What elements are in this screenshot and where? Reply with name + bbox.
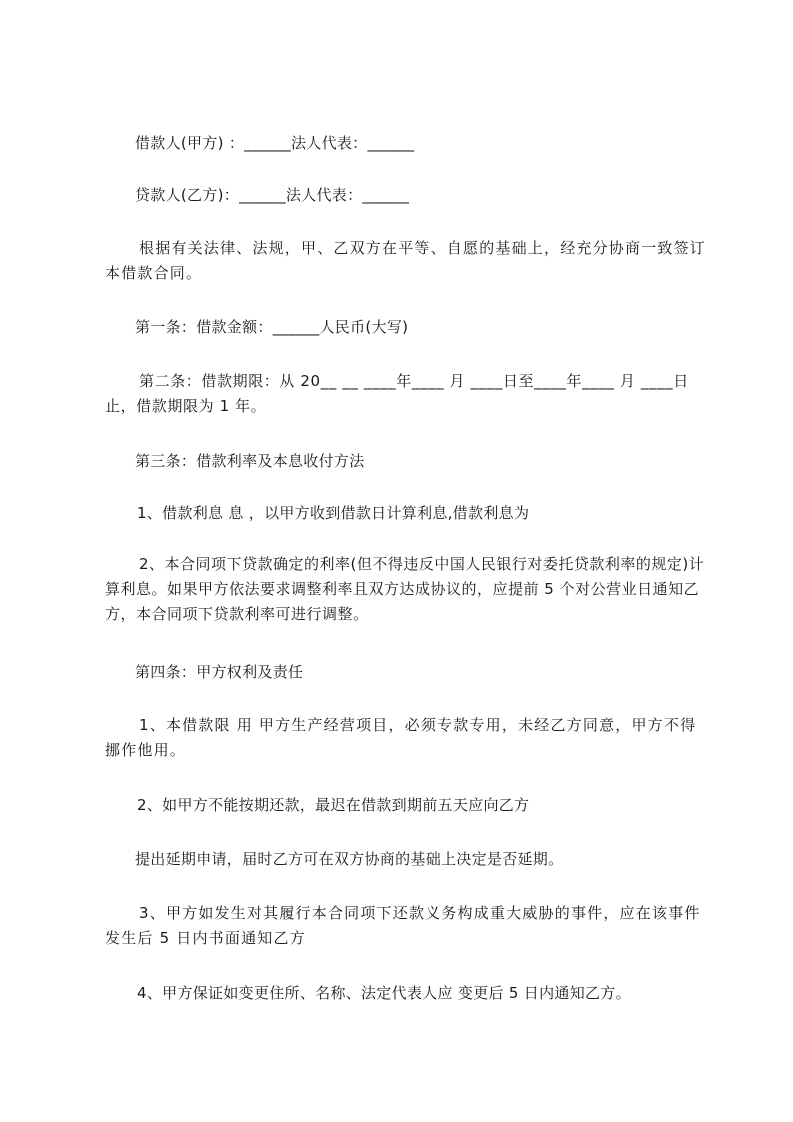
article-4-title: 第四条：甲方权利及责任 — [135, 663, 304, 681]
borrower-line: 借款人(甲方) ：______法人代表：______ — [135, 134, 415, 152]
article-4-item-4: 4、甲方保证如变更住所、名称、法定代表人应 变更后 5 日内通知乙方。 — [137, 984, 631, 1002]
article-4-item-3: 3、甲方如发生对其履行本合同项下还款义务构成重大威胁的事件，应在该事件发生后 5 日内书面通知乙方 — [105, 904, 701, 947]
lender-line: 贷款人(乙方)：______法人代表：______ — [135, 186, 410, 204]
article-4-item-1: 1、本借款限 用 甲方生产经营项目，必须专款专用，未经乙方同意，甲方不得挪作他用。 — [105, 716, 697, 759]
preamble-paragraph: 根据有关法律、法规，甲、乙双方在平等、自愿的基础上，经充分协商一致签订本借款合同。 — [105, 239, 707, 282]
article-2: 第二条：借款期限：从 20__ __ ____年____ 月 ____日至____年____ 月 ____日止，借款期限为 1 年。 — [105, 372, 689, 415]
article-1: 第一条：借款金额：______人民币(大写) — [135, 318, 409, 336]
article-3-item-2: 2、本合同项下贷款确定的利率(但不得违反中国人民银行对委托贷款利率的规定)计算利息。如果甲方依法要求调整利率且双方达成协议的，应提前 5 个对公营业日通知乙方，本合同项下贷款利率可进行调整。 — [105, 555, 705, 623]
article-3-item-1: 1、借款利息 息 ，以甲方收到借款日计算利息,借款利息为 — [137, 504, 530, 522]
article-4-item-2: 2、如甲方不能按期还款，最迟在借款到期前五天应向乙方 — [137, 796, 530, 814]
article-4-item-2-continued: 提出延期申请，届时乙方可在双方协商的基础上决定是否延期。 — [135, 850, 564, 868]
article-3-title: 第三条：借款利率及本息收付方法 — [135, 452, 365, 470]
